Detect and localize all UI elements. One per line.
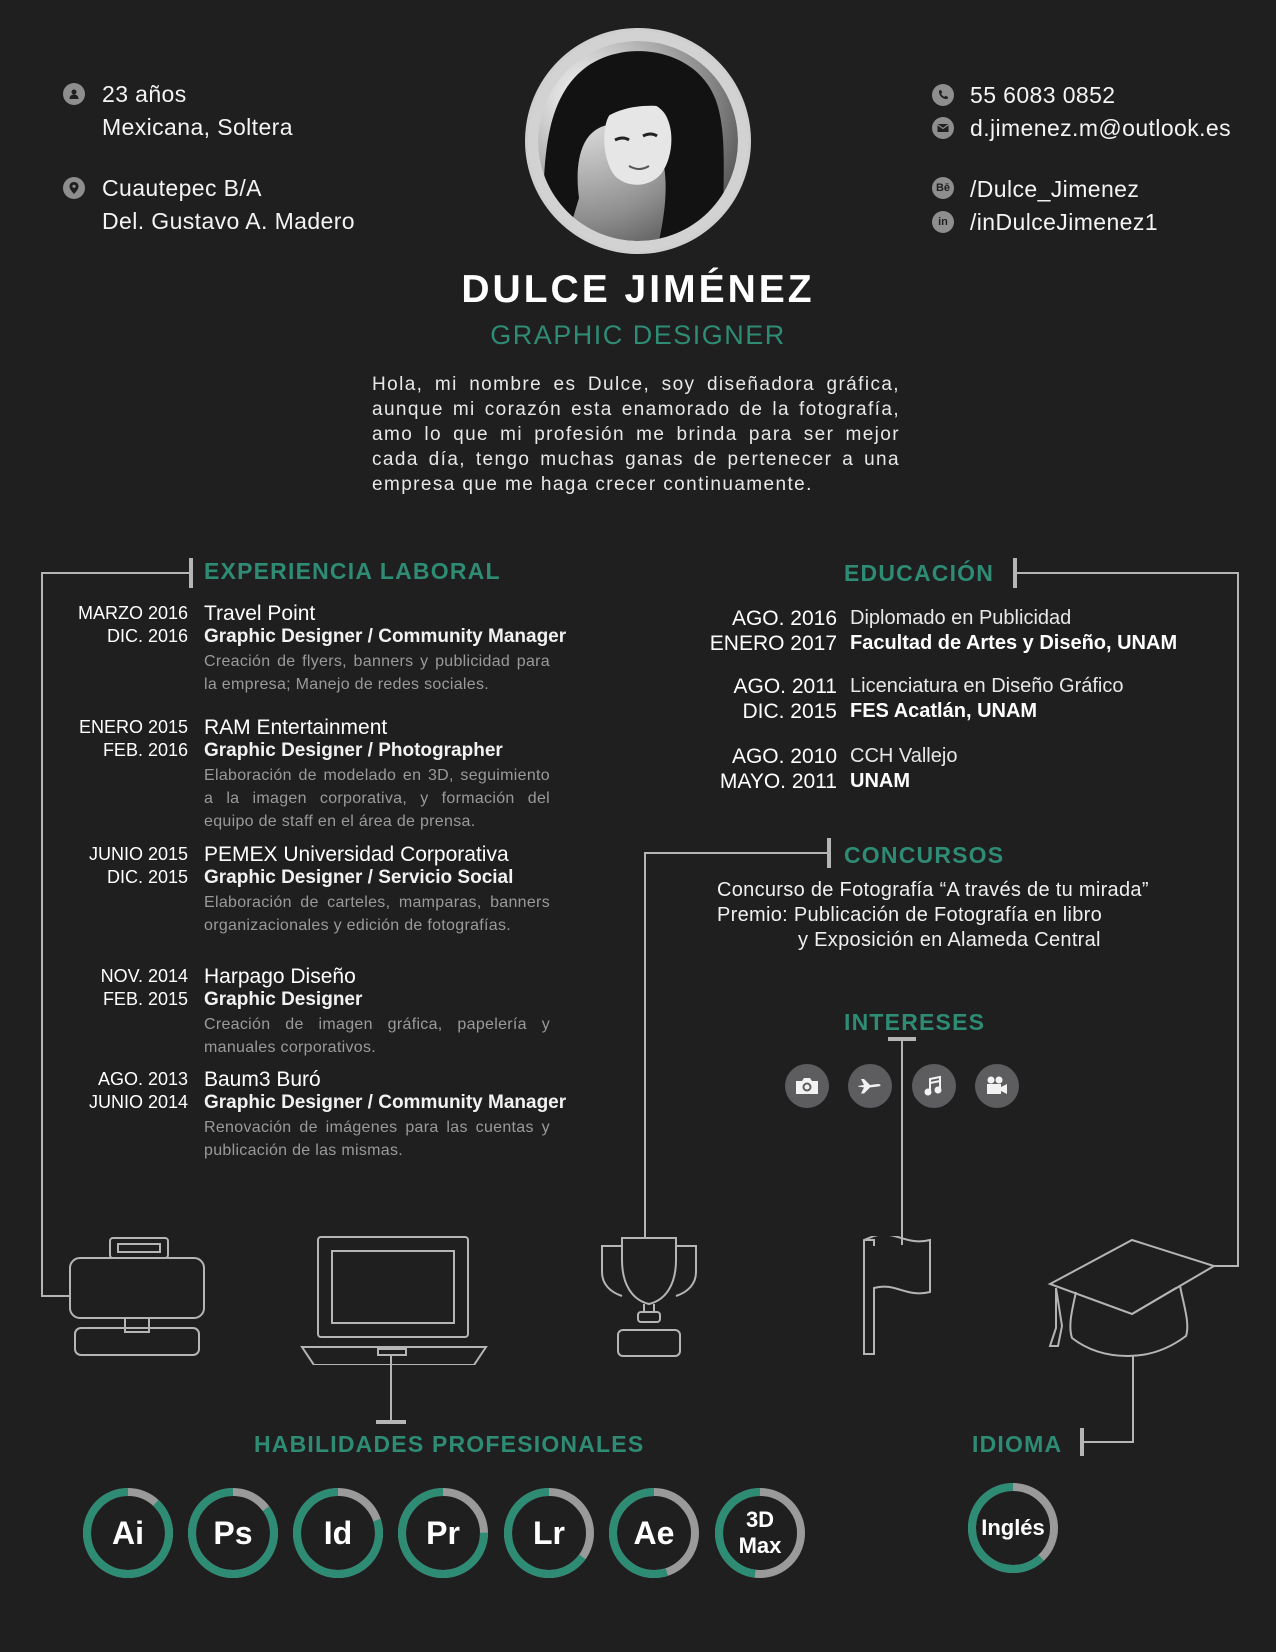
job-position: Graphic Designer / Servicio Social	[204, 867, 514, 888]
job-end: DIC. 2015	[106, 867, 188, 887]
behance-icon: Bē	[932, 177, 954, 199]
contest-prize-detail: y Exposición en Alameda Central	[798, 929, 1101, 951]
skill-ring	[187, 1487, 279, 1579]
edu-school: Facultad de Artes y Diseño, UNAM	[850, 632, 1178, 654]
video-camera-icon	[975, 1064, 1019, 1108]
linkedin-icon: in	[932, 211, 954, 233]
language-ring	[967, 1482, 1059, 1574]
edu-start: AGO. 2010	[731, 745, 837, 768]
contest-prize: Premio: Publicación de Fotografía en libro	[717, 904, 1103, 926]
skill-ring	[503, 1487, 595, 1579]
contests-title: CONCURSOS	[844, 842, 1005, 868]
job-description: Creación de imagen gráfica, papelería y manuales corporativos.	[204, 1016, 550, 1056]
interests-title: INTERESES	[844, 1009, 986, 1035]
edu-course: CCH Vallejo	[850, 745, 958, 767]
edu-school: UNAM	[850, 770, 910, 792]
language-title: IDIOMA	[972, 1431, 1063, 1457]
job-title: GRAPHIC DESIGNER	[490, 320, 786, 350]
skill-ring	[292, 1487, 384, 1579]
profile-photo	[525, 28, 751, 254]
edu-course: Licenciatura en Diseño Gráfico	[850, 675, 1124, 697]
skill-ring	[397, 1487, 489, 1579]
edu-school: FES Acatlán, UNAM	[850, 700, 1038, 722]
skill-label: Pr	[426, 1515, 460, 1551]
job-start: ENERO 2015	[78, 717, 188, 737]
job-end: FEB. 2016	[102, 740, 188, 760]
edu-end: DIC. 2015	[742, 700, 837, 723]
briefcase-icon	[68, 1230, 208, 1360]
skill-label: Id	[323, 1515, 353, 1551]
phone-text[interactable]: 55 6083 0852	[970, 82, 1116, 108]
music-icon	[912, 1064, 956, 1108]
job-company: Baum3 Buró	[204, 1068, 321, 1091]
job-position: Graphic Designer / Photographer	[204, 740, 503, 761]
job-end: DIC. 2016	[106, 626, 188, 646]
trophy-icon	[596, 1236, 702, 1360]
skill-label: Ae	[633, 1515, 675, 1551]
edu-end: ENERO 2017	[709, 632, 837, 655]
person-name: DULCE JIMÉNEZ	[461, 268, 815, 311]
nationality-text: Mexicana, Soltera	[102, 114, 293, 140]
job-company: Harpago Diseño	[204, 965, 356, 988]
skill-ring	[82, 1487, 174, 1579]
job-start: NOV. 2014	[100, 966, 188, 986]
edu-course: Diplomado en Publicidad	[850, 607, 1072, 629]
user-icon	[63, 83, 85, 105]
airplane-icon	[848, 1064, 892, 1108]
edu-start: AGO. 2016	[731, 607, 837, 630]
skill-label: Max	[738, 1533, 782, 1558]
graduation-cap-icon	[1046, 1236, 1216, 1364]
email-link[interactable]: d.jimenez.m@outlook.es	[970, 115, 1231, 141]
job-company: Travel Point	[204, 602, 316, 625]
skill-label: Ai	[112, 1515, 144, 1551]
address-line-2: Del. Gustavo A. Madero	[102, 208, 355, 234]
skill-label: Lr	[533, 1515, 565, 1551]
edu-start: AGO. 2011	[733, 675, 837, 698]
skill-label: Ps	[213, 1515, 253, 1551]
job-description: Elaboración de carteles, mamparas, banners organizacionales y edición de fotografías.	[204, 894, 550, 934]
job-description: Creación de flyers, banners y publicidad para la empresa; Manejo de redes sociales.	[204, 653, 550, 693]
linkedin-link[interactable]: /inDulceJimenez1	[970, 209, 1158, 235]
skill-ring	[714, 1487, 806, 1579]
job-description: Renovación de imágenes para las cuentas y publicación de las mismas.	[204, 1119, 550, 1159]
email-icon	[932, 117, 954, 139]
skill-label: 3D	[745, 1507, 775, 1532]
flag-icon	[860, 1236, 944, 1356]
edu-end: MAYO. 2011	[719, 770, 837, 793]
phone-icon	[932, 84, 954, 106]
camera-icon	[785, 1064, 829, 1108]
contest-name: Concurso de Fotografía “A través de tu mirada”	[717, 879, 1149, 901]
age-text: 23 años	[102, 81, 187, 107]
job-start: AGO. 2013	[97, 1069, 188, 1089]
job-start: MARZO 2016	[77, 603, 188, 623]
job-end: JUNIO 2014	[88, 1092, 188, 1112]
behance-link[interactable]: /Dulce_Jimenez	[970, 176, 1140, 202]
skill-ring	[608, 1487, 700, 1579]
job-position: Graphic Designer	[204, 989, 363, 1010]
skills-title: HABILIDADES PROFESIONALES	[254, 1431, 645, 1457]
job-description: Elaboración de modelado en 3D, seguimiento a la imagen corporativa, y formación del equipo de staff en el área de prensa.	[204, 767, 550, 830]
education-title: EDUCACIÓN	[844, 560, 995, 586]
job-company: RAM Entertainment	[204, 716, 388, 739]
location-pin-icon	[63, 177, 85, 199]
address-line-1: Cuautepec B/A	[102, 175, 262, 201]
laptop-icon	[300, 1235, 488, 1365]
job-end: FEB. 2015	[102, 989, 188, 1009]
job-position: Graphic Designer / Community Manager	[204, 626, 567, 647]
intro-paragraph: Hola, mi nombre es Dulce, soy diseñadora gráfica, aunque mi corazón esta enamorado de la fotografía, amo lo que mi profesión me brinda para ser mejor cada día, tengo muchas ganas de pertenecer a una empresa que me haga crecer continuamente.	[372, 374, 900, 495]
language-label: Inglés	[981, 1515, 1045, 1540]
experience-title: EXPERIENCIA LABORAL	[204, 558, 501, 584]
job-company: PEMEX Universidad Corporativa	[204, 843, 509, 866]
job-start: JUNIO 2015	[88, 844, 188, 864]
job-position: Graphic Designer / Community Manager	[204, 1092, 567, 1113]
